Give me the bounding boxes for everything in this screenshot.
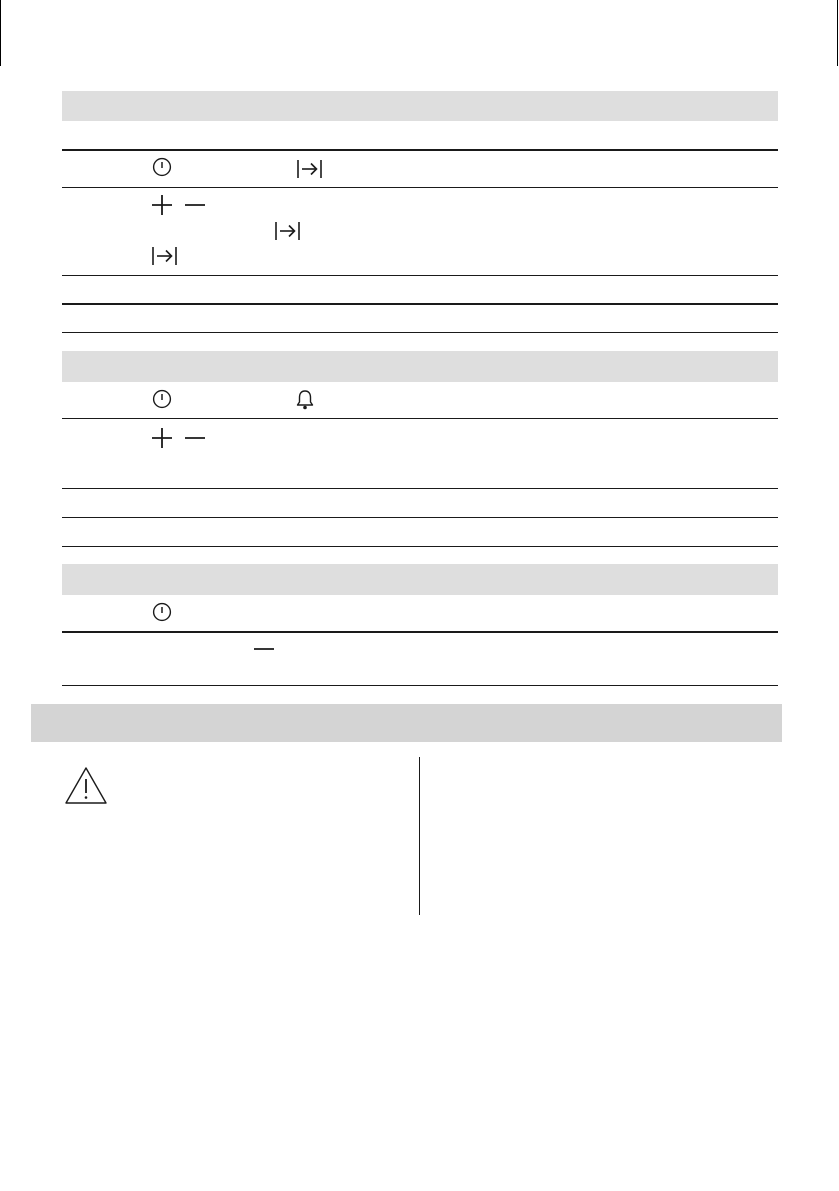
end-arrow-icon xyxy=(151,246,179,266)
crop-mark-left xyxy=(0,0,1,66)
warning-triangle-icon xyxy=(64,766,108,806)
row-rule xyxy=(62,275,778,276)
section-3-bottom-rule xyxy=(62,685,778,686)
plus-icon xyxy=(151,194,173,216)
row-rule xyxy=(62,303,778,305)
row-rule xyxy=(62,187,778,188)
minus-icon xyxy=(184,427,206,449)
section-1-bottom-rule xyxy=(62,332,778,333)
section-1-header xyxy=(62,91,778,121)
row-rule xyxy=(62,488,778,489)
crop-mark-right xyxy=(837,0,838,66)
end-arrow-icon xyxy=(296,159,324,179)
plus-icon xyxy=(151,427,173,449)
section-1-header-rule xyxy=(62,149,778,151)
minus-icon xyxy=(184,194,206,216)
column-divider xyxy=(419,757,420,915)
section-2-bottom-rule xyxy=(62,546,778,547)
row-rule xyxy=(62,631,778,633)
section-2-header xyxy=(62,351,778,382)
clock-icon xyxy=(152,602,172,622)
bell-icon xyxy=(295,389,315,411)
row-rule xyxy=(62,418,778,419)
row-rule xyxy=(62,517,778,518)
minus-icon xyxy=(253,638,275,660)
clock-icon xyxy=(152,157,172,177)
chapter-heading-band xyxy=(31,704,782,742)
section-3-header xyxy=(62,564,778,595)
end-arrow-icon xyxy=(274,221,302,241)
clock-icon xyxy=(152,389,172,409)
